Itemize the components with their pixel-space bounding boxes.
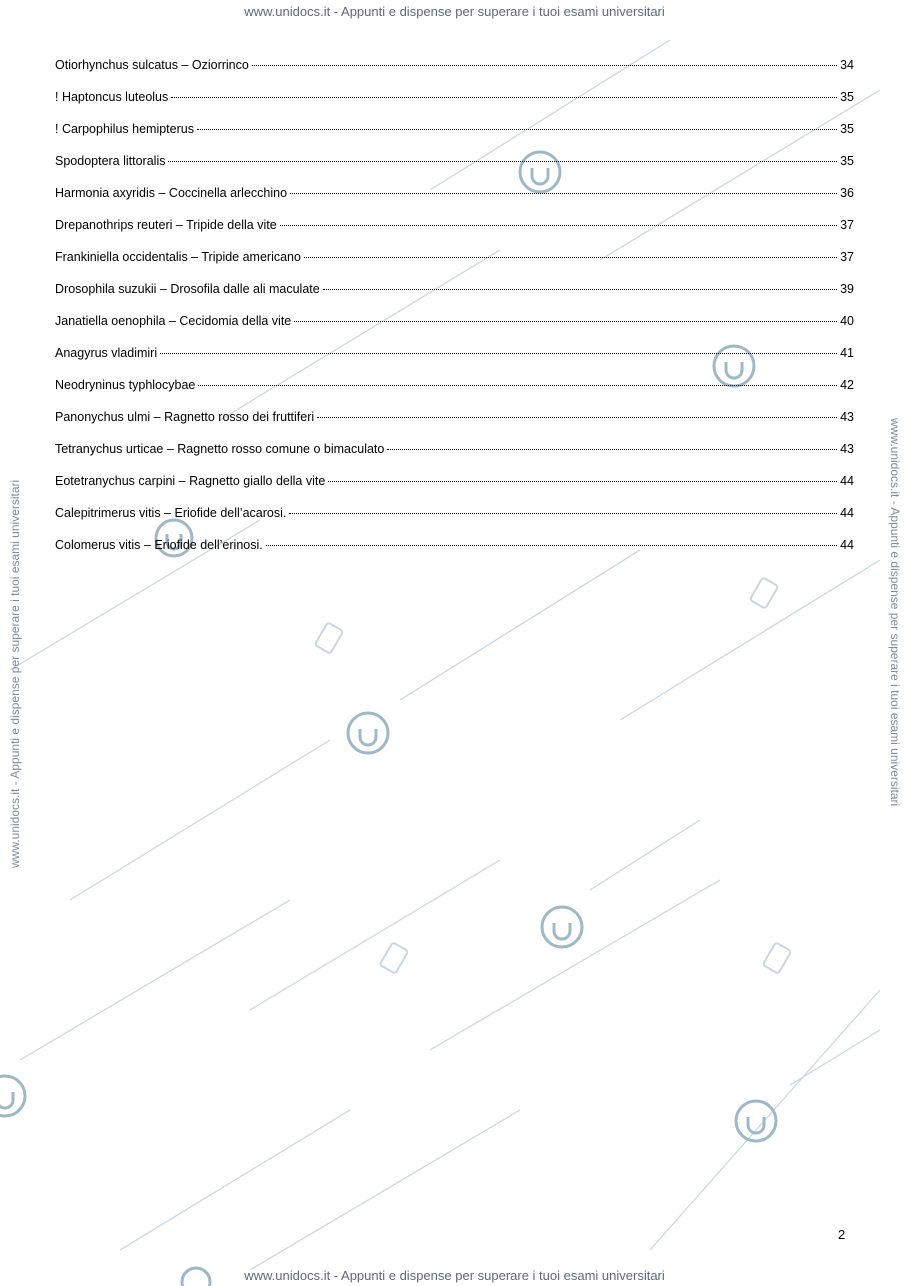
toc-entry-page: 37: [840, 250, 854, 264]
toc-entry-title: Tetranychus urticae – Ragnetto rosso comune o bimaculato: [55, 442, 385, 456]
toc-entry-page: 35: [840, 154, 854, 168]
toc-entry[interactable]: [55, 503, 854, 535]
toc-entry-title: Neodryninus typhlocybae: [55, 378, 196, 392]
toc-entry[interactable]: [55, 311, 854, 343]
toc-entry-page: 44: [840, 506, 854, 520]
watermark-side-left-text: www.unidocs.it - Appunti e dispense per superare i tuoi esami universitari: [8, 479, 22, 868]
toc-entry-title: Anagyrus vladimiri: [55, 346, 158, 360]
toc-entry-page: 39: [840, 282, 854, 296]
toc-entry[interactable]: [55, 215, 854, 247]
toc-entry-title: Panonychus ulmi – Ragnetto rosso dei fruttiferi: [55, 410, 315, 424]
toc-entry-page: 42: [840, 378, 854, 392]
toc-dot-leader: [280, 225, 837, 226]
toc-entry-title: Eotetranychus carpini – Ragnetto giallo della vite: [55, 474, 326, 488]
toc-entry[interactable]: [55, 247, 854, 279]
toc-dot-leader: [289, 513, 837, 514]
toc-entry-page: 35: [840, 90, 854, 104]
toc-entry-page: 37: [840, 218, 854, 232]
toc-dot-leader: [197, 129, 837, 130]
toc-entry[interactable]: [55, 375, 854, 407]
toc-dot-leader: [290, 193, 837, 194]
toc-entry-title: Drepanothrips reuteri – Tripide della vite: [55, 218, 277, 232]
toc-entry-title: Frankiniella occidentalis – Tripide americano: [55, 250, 301, 264]
toc-entry-page: 44: [840, 474, 854, 488]
watermark-footer-text: www.unidocs.it - Appunti e dispense per superare i tuoi esami universitari: [244, 1268, 665, 1283]
toc-entry[interactable]: [55, 407, 854, 439]
toc-dot-leader: [328, 481, 837, 482]
toc-dot-leader: [387, 449, 837, 450]
toc-entry[interactable]: [55, 279, 854, 311]
toc-dot-leader: [304, 257, 837, 258]
toc-entry-page: 43: [840, 442, 854, 456]
toc-entry[interactable]: [55, 535, 854, 567]
toc-entry-title: Spodoptera littoralis: [55, 154, 166, 168]
toc-dot-leader: [198, 385, 837, 386]
toc-entry-page: 34: [840, 58, 854, 72]
toc-entry-title: Harmonia axyridis – Coccinella arlecchino: [55, 186, 288, 200]
toc-dot-leader: [323, 289, 837, 290]
toc-entry-page: 40: [840, 314, 854, 328]
toc-entry-page: 36: [840, 186, 854, 200]
toc-entry[interactable]: [55, 119, 854, 151]
toc-entry-page: 43: [840, 410, 854, 424]
toc-entry[interactable]: [55, 151, 854, 183]
toc-dot-leader: [171, 97, 837, 98]
watermark-header-text: www.unidocs.it - Appunti e dispense per superare i tuoi esami universitari: [244, 4, 665, 19]
toc-entry-page: 35: [840, 122, 854, 136]
toc-entry-page: 44: [840, 538, 854, 552]
toc-entry[interactable]: [55, 87, 854, 119]
toc-entry-title: Otiorhynchus sulcatus – Oziorrinco: [55, 58, 249, 72]
toc-entry-title: Colomerus vitis – Eriofide dell’erinosi.: [55, 538, 263, 552]
toc-entry-title: ! Carpophilus hemipterus: [55, 122, 194, 136]
toc-entry-title: Calepitrimerus vitis – Eriofide dell’acarosi.: [55, 506, 287, 520]
table-of-contents: [55, 55, 854, 567]
toc-entry[interactable]: [55, 439, 854, 471]
toc-dot-leader: [160, 353, 837, 354]
toc-entry-title: ! Haptoncus luteolus: [55, 90, 169, 104]
toc-entry-page: 41: [840, 346, 854, 360]
toc-entry-title: Janatiella oenophila – Cecidomia della vite: [55, 314, 292, 328]
toc-dot-leader: [168, 161, 837, 162]
toc-entry[interactable]: [55, 183, 854, 215]
toc-entry[interactable]: [55, 55, 854, 87]
page-number: 2: [838, 1227, 846, 1242]
toc-dot-leader: [252, 65, 837, 66]
watermark-side-right-text: www.unidocs.it - Appunti e dispense per superare i tuoi esami universitari: [888, 418, 902, 807]
toc-dot-leader: [294, 321, 837, 322]
watermark-small-marks: [315, 577, 792, 974]
toc-entry-title: Drosophila suzukii – Drosofila dalle ali maculate: [55, 282, 320, 296]
toc-dot-leader: [266, 545, 837, 546]
toc-entry[interactable]: [55, 471, 854, 503]
toc-dot-leader: [317, 417, 837, 418]
toc-entry[interactable]: [55, 343, 854, 375]
